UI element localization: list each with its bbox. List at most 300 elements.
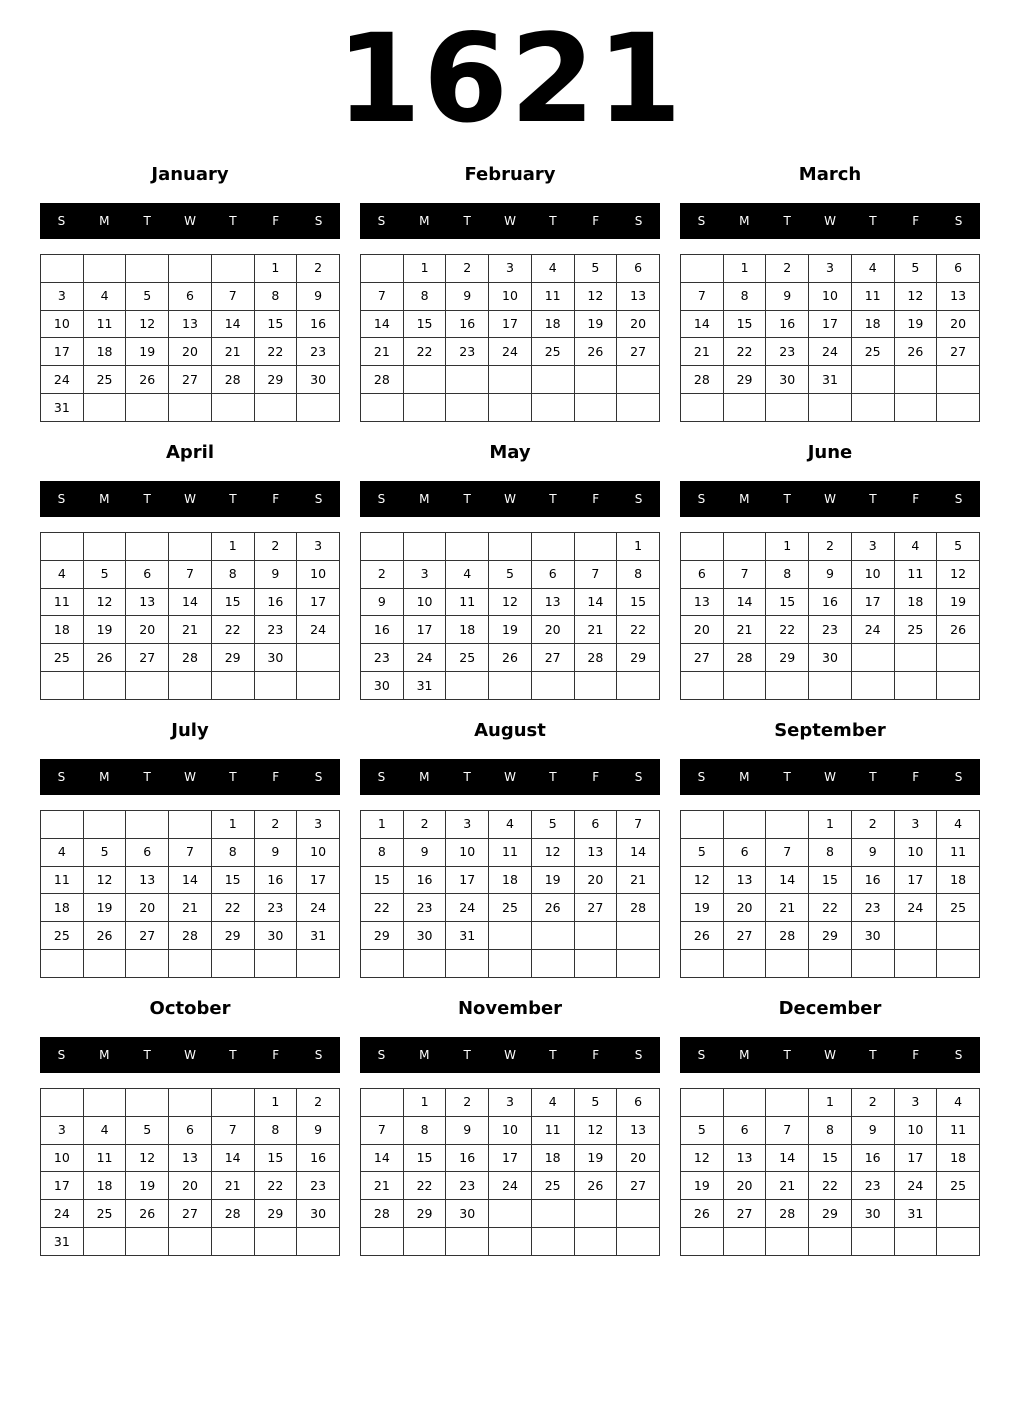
weekday-header: S bbox=[314, 770, 323, 784]
day-cell bbox=[574, 950, 617, 978]
day-cell: 24 bbox=[297, 616, 340, 644]
day-cell: 3 bbox=[894, 1089, 937, 1117]
day-cell: 21 bbox=[361, 338, 404, 366]
day-cell bbox=[254, 950, 297, 978]
week-row bbox=[41, 672, 340, 700]
day-cell: 16 bbox=[361, 616, 404, 644]
day-cell: 29 bbox=[254, 366, 297, 394]
day-cell: 24 bbox=[809, 338, 852, 366]
weekday-header: S bbox=[954, 1048, 963, 1062]
day-cell: 12 bbox=[937, 560, 980, 588]
day-cell bbox=[169, 1228, 212, 1256]
day-cell: 26 bbox=[489, 644, 532, 672]
day-cell: 17 bbox=[403, 616, 446, 644]
day-cell: 24 bbox=[489, 338, 532, 366]
day-cell bbox=[297, 672, 340, 700]
day-cell: 27 bbox=[126, 644, 169, 672]
weekday-header: S bbox=[377, 1048, 386, 1062]
week-row bbox=[681, 950, 980, 978]
weekday-header-bar bbox=[40, 203, 340, 239]
day-cell: 20 bbox=[937, 310, 980, 338]
day-cell: 8 bbox=[361, 838, 404, 866]
weekday-header: M bbox=[739, 1048, 750, 1062]
day-cell bbox=[361, 533, 404, 561]
day-cell: 27 bbox=[531, 644, 574, 672]
day-cell: 30 bbox=[361, 672, 404, 700]
day-cell: 6 bbox=[169, 282, 212, 310]
weekday-header: T bbox=[143, 770, 151, 784]
day-cell: 2 bbox=[361, 560, 404, 588]
day-grid bbox=[40, 254, 340, 422]
day-cell: 7 bbox=[574, 560, 617, 588]
day-cell: 17 bbox=[809, 310, 852, 338]
week-row bbox=[41, 894, 340, 922]
day-cell: 1 bbox=[211, 811, 254, 839]
day-cell: 24 bbox=[41, 366, 84, 394]
week-row bbox=[681, 1200, 980, 1228]
day-cell: 15 bbox=[254, 1144, 297, 1172]
day-cell: 3 bbox=[297, 811, 340, 839]
day-cell: 1 bbox=[403, 255, 446, 283]
day-cell: 12 bbox=[531, 838, 574, 866]
day-cell: 16 bbox=[297, 310, 340, 338]
day-cell: 4 bbox=[937, 811, 980, 839]
day-cell: 10 bbox=[41, 1144, 84, 1172]
day-cell: 28 bbox=[617, 894, 660, 922]
weekday-header-bar bbox=[40, 759, 340, 795]
day-cell: 27 bbox=[169, 366, 212, 394]
weekday-header: S bbox=[634, 492, 643, 506]
week-row bbox=[681, 644, 980, 672]
day-cell: 24 bbox=[297, 894, 340, 922]
weekday-header: W bbox=[184, 770, 196, 784]
month-name: September bbox=[774, 720, 886, 741]
day-cell bbox=[766, 1228, 809, 1256]
day-cell: 23 bbox=[361, 644, 404, 672]
weekday-header-bar bbox=[680, 203, 980, 239]
day-cell: 31 bbox=[809, 366, 852, 394]
weekday-header: S bbox=[57, 214, 66, 228]
day-cell: 30 bbox=[851, 922, 894, 950]
week-row bbox=[41, 366, 340, 394]
month-name: August bbox=[474, 720, 546, 741]
day-cell: 11 bbox=[489, 838, 532, 866]
day-cell: 28 bbox=[574, 644, 617, 672]
day-cell: 16 bbox=[254, 866, 297, 894]
day-cell: 20 bbox=[574, 866, 617, 894]
day-cell: 7 bbox=[169, 838, 212, 866]
day-cell: 25 bbox=[83, 366, 126, 394]
week-row bbox=[681, 282, 980, 310]
day-cell: 27 bbox=[681, 644, 724, 672]
day-cell: 7 bbox=[211, 1116, 254, 1144]
day-cell: 23 bbox=[297, 1172, 340, 1200]
weekday-header: F bbox=[272, 214, 280, 228]
day-cell bbox=[574, 1228, 617, 1256]
weekday-header: T bbox=[463, 770, 471, 784]
day-cell bbox=[681, 672, 724, 700]
day-cell bbox=[681, 1089, 724, 1117]
day-cell bbox=[83, 1228, 126, 1256]
day-cell: 9 bbox=[446, 282, 489, 310]
day-cell bbox=[809, 950, 852, 978]
day-cell: 26 bbox=[83, 922, 126, 950]
day-cell bbox=[723, 672, 766, 700]
weekday-header: S bbox=[314, 492, 323, 506]
weekday-header: T bbox=[143, 214, 151, 228]
day-cell: 19 bbox=[83, 894, 126, 922]
day-cell: 1 bbox=[211, 533, 254, 561]
week-row bbox=[41, 255, 340, 283]
day-cell: 18 bbox=[894, 588, 937, 616]
week-row bbox=[41, 338, 340, 366]
month-august bbox=[360, 716, 660, 994]
week-row bbox=[681, 338, 980, 366]
day-cell: 22 bbox=[809, 1172, 852, 1200]
day-grid bbox=[680, 254, 980, 422]
day-cell bbox=[531, 922, 574, 950]
day-cell: 8 bbox=[403, 282, 446, 310]
day-cell: 15 bbox=[809, 1144, 852, 1172]
day-cell bbox=[809, 1228, 852, 1256]
month-name: July bbox=[171, 720, 209, 741]
day-cell bbox=[169, 533, 212, 561]
day-cell: 11 bbox=[937, 838, 980, 866]
day-cell: 21 bbox=[574, 616, 617, 644]
week-row bbox=[361, 533, 660, 561]
day-cell bbox=[937, 366, 980, 394]
day-cell bbox=[809, 394, 852, 422]
weekday-header: S bbox=[377, 214, 386, 228]
day-cell: 7 bbox=[766, 838, 809, 866]
week-row bbox=[681, 255, 980, 283]
week-row bbox=[361, 310, 660, 338]
day-cell: 16 bbox=[851, 866, 894, 894]
day-cell: 21 bbox=[169, 616, 212, 644]
day-grid bbox=[40, 1088, 340, 1256]
month-march bbox=[680, 160, 980, 438]
day-cell bbox=[83, 1089, 126, 1117]
day-cell bbox=[617, 950, 660, 978]
day-grid bbox=[360, 1088, 660, 1256]
weekday-header: T bbox=[783, 770, 791, 784]
day-cell: 26 bbox=[681, 1200, 724, 1228]
day-cell: 27 bbox=[574, 894, 617, 922]
day-cell: 16 bbox=[254, 588, 297, 616]
day-cell: 23 bbox=[851, 1172, 894, 1200]
weekday-header: S bbox=[697, 1048, 706, 1062]
week-row bbox=[41, 1200, 340, 1228]
day-cell bbox=[169, 672, 212, 700]
week-row bbox=[41, 588, 340, 616]
day-cell bbox=[169, 394, 212, 422]
day-cell: 9 bbox=[809, 560, 852, 588]
day-cell: 7 bbox=[361, 282, 404, 310]
day-cell: 18 bbox=[41, 616, 84, 644]
day-cell bbox=[574, 922, 617, 950]
weekday-header: F bbox=[592, 492, 600, 506]
month-name: November bbox=[457, 998, 563, 1019]
day-cell: 4 bbox=[937, 1089, 980, 1117]
day-cell: 23 bbox=[297, 338, 340, 366]
day-cell: 25 bbox=[446, 644, 489, 672]
day-cell: 29 bbox=[361, 922, 404, 950]
month-name: March bbox=[798, 164, 862, 185]
day-cell bbox=[211, 1089, 254, 1117]
week-row bbox=[681, 1172, 980, 1200]
day-cell bbox=[851, 950, 894, 978]
day-cell: 14 bbox=[574, 588, 617, 616]
week-row bbox=[361, 588, 660, 616]
day-cell: 22 bbox=[211, 894, 254, 922]
day-cell: 2 bbox=[254, 811, 297, 839]
weekday-header: T bbox=[143, 492, 151, 506]
day-cell bbox=[126, 672, 169, 700]
week-row bbox=[41, 811, 340, 839]
day-cell bbox=[531, 366, 574, 394]
day-cell: 4 bbox=[83, 1116, 126, 1144]
day-cell: 19 bbox=[574, 1144, 617, 1172]
day-cell: 1 bbox=[403, 1089, 446, 1117]
day-cell: 20 bbox=[126, 616, 169, 644]
day-cell bbox=[297, 394, 340, 422]
day-cell: 1 bbox=[254, 1089, 297, 1117]
day-cell: 12 bbox=[83, 866, 126, 894]
day-cell: 29 bbox=[809, 1200, 852, 1228]
day-cell bbox=[937, 644, 980, 672]
day-cell: 22 bbox=[361, 894, 404, 922]
day-cell bbox=[126, 811, 169, 839]
day-cell: 28 bbox=[766, 922, 809, 950]
day-cell: 28 bbox=[361, 1200, 404, 1228]
day-cell: 30 bbox=[254, 922, 297, 950]
day-cell: 9 bbox=[851, 838, 894, 866]
week-row bbox=[361, 616, 660, 644]
weekday-header: S bbox=[954, 492, 963, 506]
weekday-header-bar bbox=[680, 1037, 980, 1073]
weekday-header-bar bbox=[680, 759, 980, 795]
day-cell: 7 bbox=[211, 282, 254, 310]
day-cell bbox=[254, 1228, 297, 1256]
month-june bbox=[680, 438, 980, 716]
day-cell bbox=[723, 394, 766, 422]
day-cell: 28 bbox=[211, 366, 254, 394]
day-cell bbox=[446, 394, 489, 422]
day-cell: 18 bbox=[851, 310, 894, 338]
day-cell: 21 bbox=[617, 866, 660, 894]
week-row bbox=[41, 394, 340, 422]
week-row bbox=[41, 1144, 340, 1172]
week-row bbox=[361, 866, 660, 894]
week-row bbox=[681, 366, 980, 394]
day-cell: 26 bbox=[83, 644, 126, 672]
day-cell bbox=[937, 922, 980, 950]
day-grid bbox=[40, 532, 340, 700]
week-row bbox=[361, 1144, 660, 1172]
weekday-header: W bbox=[824, 492, 836, 506]
week-row bbox=[361, 1200, 660, 1228]
week-row bbox=[361, 811, 660, 839]
day-cell bbox=[126, 533, 169, 561]
day-cell: 1 bbox=[809, 1089, 852, 1117]
day-cell: 14 bbox=[681, 310, 724, 338]
day-cell: 6 bbox=[681, 560, 724, 588]
day-cell: 26 bbox=[574, 1172, 617, 1200]
day-cell: 24 bbox=[446, 894, 489, 922]
weekday-header: M bbox=[419, 214, 430, 228]
day-cell: 20 bbox=[617, 1144, 660, 1172]
day-cell: 26 bbox=[937, 616, 980, 644]
day-cell: 9 bbox=[361, 588, 404, 616]
day-cell: 11 bbox=[41, 866, 84, 894]
weekday-header: M bbox=[99, 770, 110, 784]
weekday-header: S bbox=[697, 770, 706, 784]
day-cell: 11 bbox=[937, 1116, 980, 1144]
day-cell bbox=[41, 672, 84, 700]
week-row bbox=[361, 338, 660, 366]
weekday-header-bar bbox=[40, 481, 340, 517]
day-cell bbox=[169, 950, 212, 978]
weekday-header: W bbox=[824, 770, 836, 784]
day-cell: 6 bbox=[126, 838, 169, 866]
weekday-header: M bbox=[739, 770, 750, 784]
day-cell: 20 bbox=[126, 894, 169, 922]
day-cell: 8 bbox=[403, 1116, 446, 1144]
day-cell: 1 bbox=[723, 255, 766, 283]
day-cell: 28 bbox=[766, 1200, 809, 1228]
day-cell bbox=[446, 366, 489, 394]
day-cell: 11 bbox=[531, 1116, 574, 1144]
day-cell: 10 bbox=[894, 838, 937, 866]
day-cell: 4 bbox=[41, 560, 84, 588]
weekday-header: T bbox=[229, 770, 237, 784]
week-row bbox=[681, 588, 980, 616]
week-row bbox=[681, 922, 980, 950]
day-cell bbox=[766, 811, 809, 839]
week-row bbox=[681, 1144, 980, 1172]
day-cell: 8 bbox=[723, 282, 766, 310]
day-cell: 22 bbox=[723, 338, 766, 366]
day-cell: 12 bbox=[126, 310, 169, 338]
day-cell bbox=[617, 394, 660, 422]
day-cell: 19 bbox=[894, 310, 937, 338]
day-cell: 21 bbox=[211, 338, 254, 366]
day-cell: 16 bbox=[446, 1144, 489, 1172]
day-cell bbox=[723, 811, 766, 839]
day-cell: 14 bbox=[169, 588, 212, 616]
day-cell bbox=[617, 672, 660, 700]
day-grid bbox=[680, 1088, 980, 1256]
day-cell: 3 bbox=[297, 533, 340, 561]
day-cell bbox=[169, 811, 212, 839]
day-cell: 30 bbox=[403, 922, 446, 950]
day-cell: 4 bbox=[489, 811, 532, 839]
day-cell: 2 bbox=[809, 533, 852, 561]
day-cell: 5 bbox=[574, 255, 617, 283]
day-cell bbox=[126, 394, 169, 422]
day-cell bbox=[531, 1228, 574, 1256]
day-cell bbox=[681, 533, 724, 561]
day-cell: 28 bbox=[361, 366, 404, 394]
day-cell: 2 bbox=[254, 533, 297, 561]
day-cell: 14 bbox=[617, 838, 660, 866]
day-cell: 10 bbox=[446, 838, 489, 866]
day-cell: 22 bbox=[766, 616, 809, 644]
day-cell: 4 bbox=[894, 533, 937, 561]
day-cell bbox=[851, 644, 894, 672]
day-cell: 9 bbox=[297, 1116, 340, 1144]
day-cell: 14 bbox=[723, 588, 766, 616]
day-cell bbox=[297, 644, 340, 672]
week-row bbox=[361, 644, 660, 672]
day-grid bbox=[40, 810, 340, 978]
weekday-header: T bbox=[549, 1048, 557, 1062]
month-name: May bbox=[489, 442, 531, 463]
day-cell bbox=[531, 394, 574, 422]
day-cell: 22 bbox=[403, 338, 446, 366]
day-cell: 25 bbox=[489, 894, 532, 922]
day-cell: 26 bbox=[894, 338, 937, 366]
day-cell: 4 bbox=[531, 255, 574, 283]
day-cell: 13 bbox=[169, 310, 212, 338]
week-row bbox=[361, 560, 660, 588]
day-cell bbox=[894, 922, 937, 950]
day-cell bbox=[403, 366, 446, 394]
day-cell bbox=[809, 672, 852, 700]
week-row bbox=[41, 1228, 340, 1256]
week-row bbox=[41, 1116, 340, 1144]
week-row bbox=[681, 310, 980, 338]
week-row bbox=[361, 894, 660, 922]
day-cell: 26 bbox=[531, 894, 574, 922]
month-name: October bbox=[149, 998, 231, 1019]
day-cell: 2 bbox=[851, 811, 894, 839]
day-cell: 12 bbox=[126, 1144, 169, 1172]
day-cell: 5 bbox=[83, 560, 126, 588]
day-cell bbox=[574, 394, 617, 422]
day-cell: 19 bbox=[489, 616, 532, 644]
day-cell bbox=[937, 394, 980, 422]
day-cell: 13 bbox=[574, 838, 617, 866]
day-cell: 16 bbox=[851, 1144, 894, 1172]
day-cell: 10 bbox=[297, 838, 340, 866]
day-cell: 19 bbox=[681, 894, 724, 922]
day-cell: 31 bbox=[297, 922, 340, 950]
day-cell bbox=[681, 811, 724, 839]
day-cell: 3 bbox=[809, 255, 852, 283]
day-cell: 28 bbox=[723, 644, 766, 672]
day-cell: 6 bbox=[617, 255, 660, 283]
week-row bbox=[361, 255, 660, 283]
week-row bbox=[41, 838, 340, 866]
day-cell: 23 bbox=[254, 894, 297, 922]
day-cell: 18 bbox=[83, 1172, 126, 1200]
day-cell: 27 bbox=[169, 1200, 212, 1228]
weekday-header: M bbox=[739, 214, 750, 228]
weekday-header: T bbox=[869, 492, 877, 506]
day-cell: 22 bbox=[254, 338, 297, 366]
day-cell: 13 bbox=[723, 866, 766, 894]
day-cell bbox=[361, 1228, 404, 1256]
day-cell bbox=[211, 1228, 254, 1256]
day-cell: 8 bbox=[766, 560, 809, 588]
day-cell bbox=[446, 950, 489, 978]
weekday-header: M bbox=[419, 492, 430, 506]
weekday-header: W bbox=[184, 214, 196, 228]
day-cell: 3 bbox=[489, 255, 532, 283]
day-cell: 5 bbox=[489, 560, 532, 588]
day-cell: 21 bbox=[766, 894, 809, 922]
